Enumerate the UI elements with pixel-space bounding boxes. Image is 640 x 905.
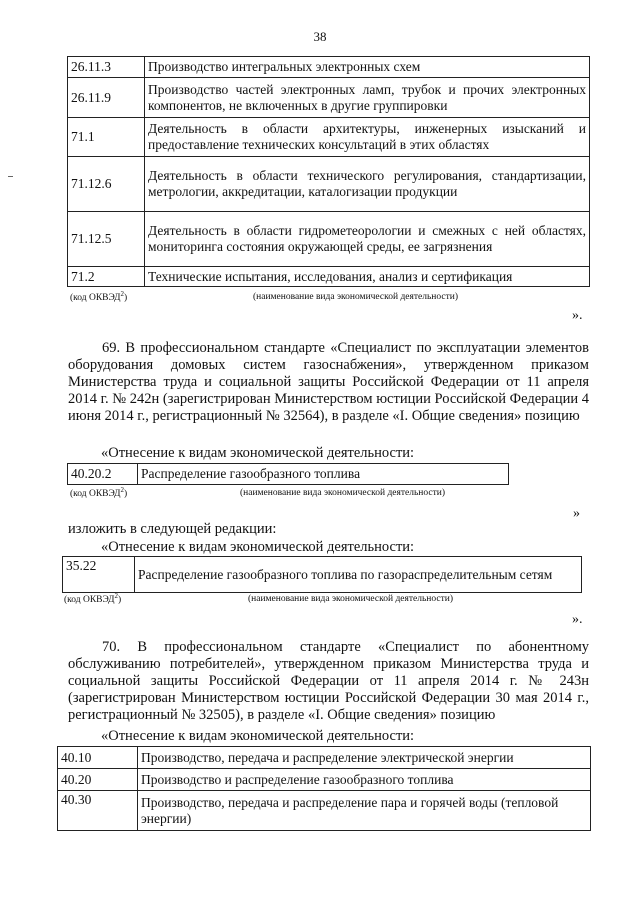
- activity-name: Технические испытания, исследования, анализ и сертификация: [145, 267, 590, 287]
- paragraph-69: 69. В профессиональном стандарте «Специалист по эксплуатации элементов оборудования домовых систем газоснабжения», утвержденном приказом Министерства труда и социальной защиты Российской Федерации от 11 апреля 2014 г. № 242н (зарегистрирован Министерством юстиции Российской Федерации 4 июня 2014 г., регистрационный № 32564), в разделе «I. Общие сведения» позицию: [68, 340, 589, 424]
- table-row: [58, 747, 591, 769]
- activity-name: Распределение газообразного топлива по газораспределительным сетям: [135, 557, 582, 593]
- okved-code: 40.30: [58, 791, 138, 831]
- caption-okved-code: (код ОКВЭД$^2$): [64, 592, 122, 606]
- activity-name: Производство, передача и распределение пара и горячей воды (тепловой энергии): [138, 791, 591, 831]
- activity-name: Производство и распределение газообразного топлива: [138, 769, 591, 791]
- activity-name: Производство интегральных электронных схем: [145, 57, 590, 78]
- table-row: [68, 57, 590, 78]
- section-intro: «Отнесение к видам экономической деятельности:: [101, 539, 415, 555]
- page-number: 38: [313, 29, 327, 44]
- caption-activity-name: (наименование вида экономической деятельности): [253, 292, 458, 302]
- table-row: [68, 157, 590, 212]
- table-row: [63, 557, 582, 593]
- okved-code: 40.20: [58, 769, 138, 791]
- caption-okved-code: (код ОКВЭД$^2$): [70, 486, 128, 500]
- table-row: [68, 118, 590, 157]
- okved-table-4: [57, 746, 591, 831]
- okved-code: 26.11.3: [68, 57, 145, 78]
- table-row: [58, 791, 591, 831]
- okved-code: 71.12.5: [68, 212, 145, 267]
- table-row: [68, 267, 590, 287]
- margin-mark: [8, 176, 13, 177]
- okved-code: 71.2: [68, 267, 145, 287]
- caption-activity-name: (наименование вида экономической деятельности): [248, 594, 453, 604]
- okved-code: 35.22: [63, 557, 135, 593]
- quote-end: »: [573, 506, 580, 521]
- okved-code: 40.10: [58, 747, 138, 769]
- replace-instruction: изложить в следующей редакции:: [68, 521, 277, 537]
- paragraph-70: 70. В профессиональном стандарте «Специалист по абонентному обслуживанию потребителей», утвержденном приказом Министерства труда и социальной защиты Российской Федерации от 11 апреля 2014 г. № 243н (зарегистрирован Министерством юстиции Российской Федерации 30 мая 2014 г., регистрационный № 32505), в разделе «I. Общие сведения» позицию: [68, 639, 589, 723]
- okved-code: 71.12.6: [68, 157, 145, 212]
- okved-table-3: [62, 556, 582, 593]
- activity-name: Производство частей электронных ламп, трубок и прочих электронных компонентов, не включенных в другие группировки: [145, 78, 590, 118]
- table-row: [68, 464, 509, 485]
- quote-end: ».: [572, 308, 583, 323]
- section-intro: «Отнесение к видам экономической деятельности:: [101, 728, 415, 744]
- activity-name: Распределение газообразного топлива: [138, 464, 509, 485]
- caption-activity-name: (наименование вида экономической деятельности): [240, 488, 445, 498]
- okved-code: 40.20.2: [68, 464, 138, 485]
- okved-table-1: [67, 56, 590, 287]
- activity-name: Деятельность в области гидрометеорологии и смежных с ней областях, мониторинга состояния окружающей среды, ее загрязнения: [145, 212, 590, 267]
- section-intro: «Отнесение к видам экономической деятельности:: [101, 445, 415, 461]
- activity-name: Производство, передача и распределение электрической энергии: [138, 747, 591, 769]
- okved-table-2: [67, 463, 509, 485]
- table-row: [68, 212, 590, 267]
- table-row: [68, 78, 590, 118]
- table-row: [58, 769, 591, 791]
- quote-end: ».: [572, 612, 583, 627]
- okved-code: 26.11.9: [68, 78, 145, 118]
- okved-code: 71.1: [68, 118, 145, 157]
- activity-name: Деятельность в области архитектуры, инженерных изысканий и предоставление технических консультаций в этих областях: [145, 118, 590, 157]
- activity-name: Деятельность в области технического регулирования, стандартизации, метрологии, аккредитации, каталогизации продукции: [145, 157, 590, 212]
- caption-okved-code: (код ОКВЭД$^2$): [70, 290, 128, 304]
